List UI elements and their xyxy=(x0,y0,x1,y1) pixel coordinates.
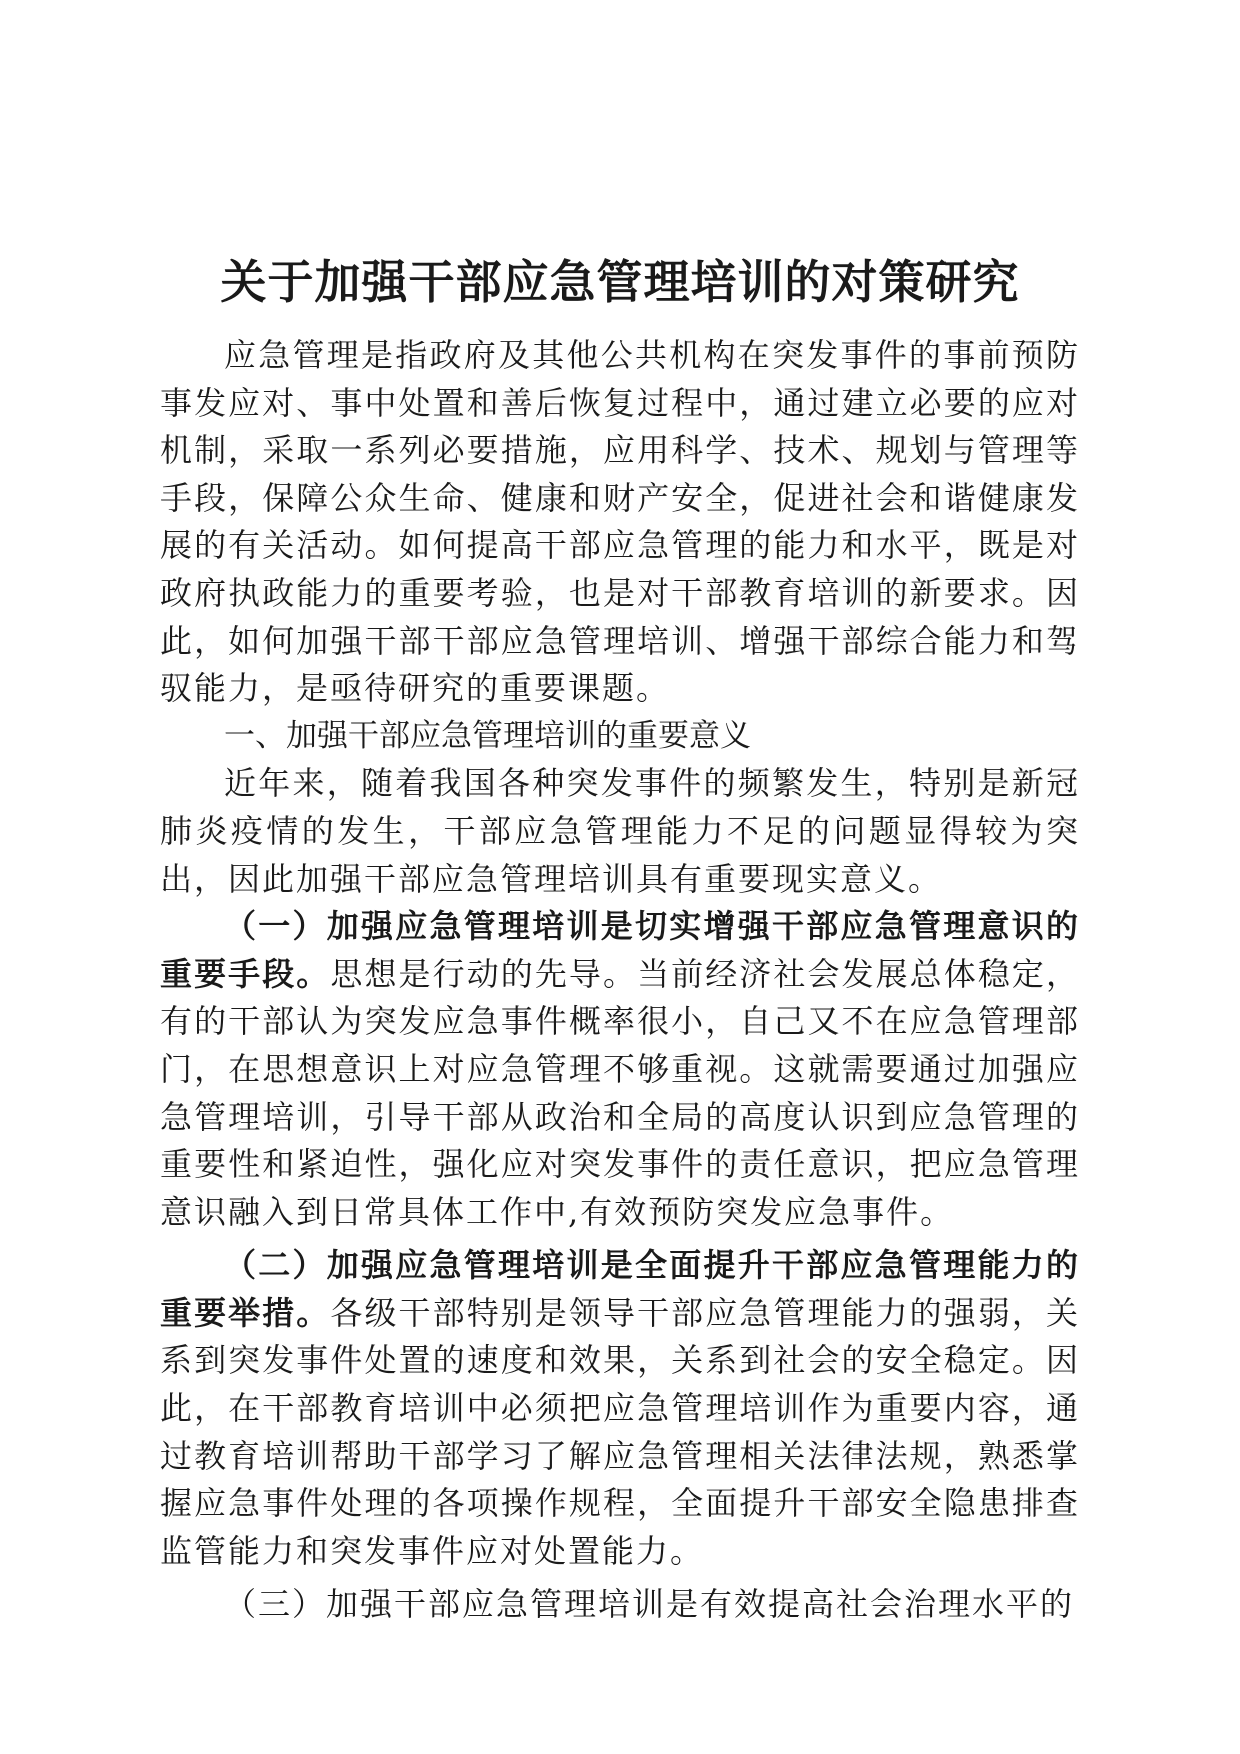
subsection-1-lead: （一）加强应急管理培训是切实增强干部应急管理意识的重要手段。 xyxy=(160,907,1080,993)
section-body-paragraph: 近年来，随着我国各种突发事件的频繁发生，特别是新冠肺炎疫情的发生，干部应急管理能力不足的问题显得较为突出，因此加强干部应急管理培训具有重要现实意义。 xyxy=(160,764,1080,898)
subsection-1-text: 思想是行动的先导。当前经济社会发展总体稳定，有的干部认为突发应急事件概率很小，自己又不在应急管理部门，在思想意识上对应急管理不够重视。这就需要通过加强应急管理培训，引导干部从政治和全局的高度认识到应急管理的重要性和紧迫性，强化应对突发事件的责任意识，把应急管理意识融入到日常具体工作中,有效预防突发应急事件。 xyxy=(160,954,1080,1231)
subsection-2-paragraph xyxy=(160,1242,1080,1575)
subsection-3-lead: （三）加强干部应急管理培训是有效提高社会治理水平的 xyxy=(224,1585,1075,1624)
subsection-3-paragraph xyxy=(160,1581,1080,1629)
subsection-1-paragraph xyxy=(160,903,1080,1236)
section-heading: 一、加强干部应急管理培训的重要意义 xyxy=(224,717,751,754)
document-title: 关于加强干部应急管理培训的对策研究 xyxy=(220,255,1020,309)
intro-paragraph: 应急管理是指政府及其他公共机构在突发事件的事前预防事发应对、事中处置和善后恢复过程中，通过建立必要的应对机制，采取一系列必要措施，应用科学、技术、规划与管理等手段，保障公众生命、健康和财产安全，促进社会和谐健康发展的有关活动。如何提高干部应急管理的能力和水平，既是对政府执政能力的重要考验，也是对干部教育培训的新要求。因此，如何加强干部干部应急管理培训、增强干部综合能力和驾驭能力，是亟待研究的重要课题。 xyxy=(160,336,1080,708)
subsection-2-lead: （二）加强应急管理培训是全面提升干部应急管理能力的重要举措。 xyxy=(160,1246,1080,1332)
subsection-2-text: 各级干部特别是领导干部应急管理能力的强弱，关系到突发事件处置的速度和效果，关系到社会的安全稳定。因此，在干部教育培训中必须把应急管理培训作为重要内容，通过教育培训帮助干部学习了解应急管理相关法律法规，熟悉掌握应急事件处理的各项操作规程，全面提升干部安全隐患排查监管能力和突发事件应对处置能力。 xyxy=(160,1293,1080,1570)
document-page xyxy=(160,252,1080,1629)
